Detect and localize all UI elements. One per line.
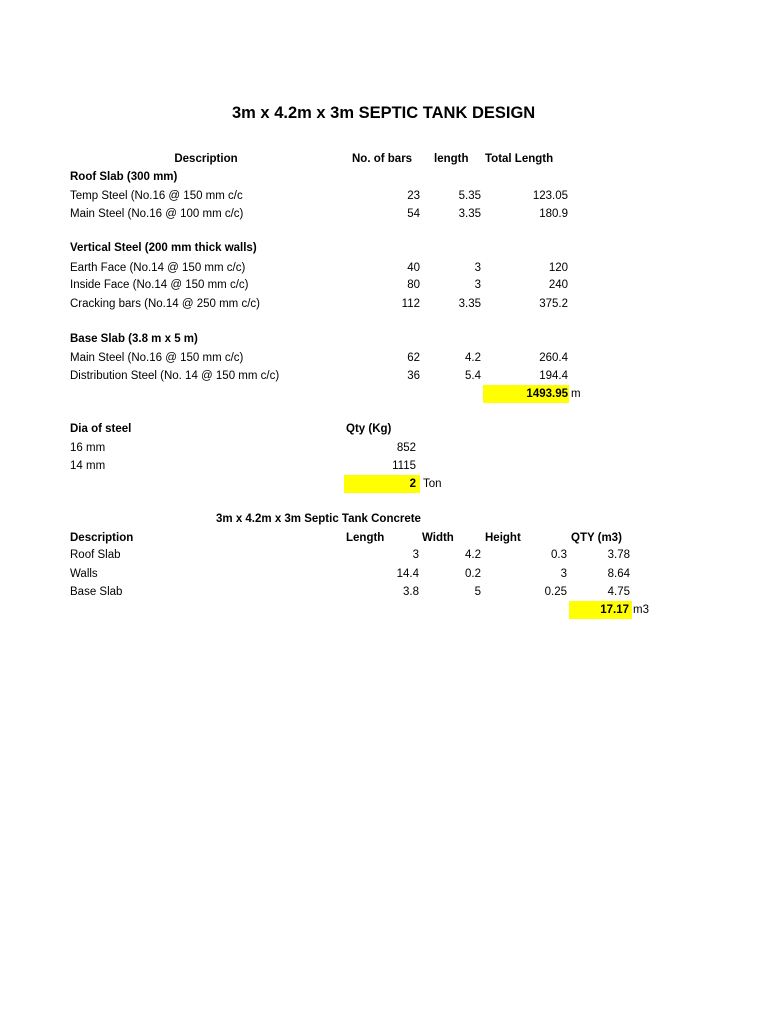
concrete-row-width: 5 (474, 586, 481, 598)
steel-grand-total-unit: m (571, 388, 581, 400)
row-bars: 54 (407, 208, 420, 220)
weight-row-qty: 1115 (392, 460, 416, 472)
concrete-row-height: 0.3 (551, 549, 567, 561)
row-length: 5.35 (458, 190, 481, 202)
row-total: 260.4 (539, 352, 568, 364)
section-title-base-slab: Base Slab (3.8 m x 5 m) (70, 333, 198, 345)
weight-total: 2 (409, 478, 416, 490)
row-length: 3.35 (458, 298, 481, 310)
row-bars: 80 (407, 279, 420, 291)
concrete-row-label: Walls (70, 568, 98, 580)
row-label: Temp Steel (No.16 @ 150 mm c/c (70, 190, 243, 202)
steel-header-description: Description (174, 153, 238, 165)
row-total: 240 (548, 279, 568, 291)
row-bars: 23 (407, 190, 420, 202)
concrete-header-qty: QTY (m3) (571, 532, 622, 544)
row-length: 5.4 (465, 370, 481, 382)
row-total: 180.9 (539, 208, 568, 220)
concrete-row-length: 14.4 (396, 568, 419, 580)
row-label: Cracking bars (No.14 @ 250 mm c/c) (70, 298, 260, 310)
concrete-header-height: Height (485, 532, 521, 544)
concrete-row-qty: 3.78 (607, 549, 630, 561)
row-total: 120 (548, 262, 568, 274)
concrete-row-length: 3 (412, 549, 419, 561)
weight-total-unit: Ton (423, 478, 442, 490)
row-length: 3 (474, 262, 481, 274)
row-length: 4.2 (465, 352, 481, 364)
steel-grand-total: 1493.95 (526, 388, 568, 400)
concrete-header-width: Width (422, 532, 454, 544)
row-label: Main Steel (No.16 @ 100 mm c/c) (70, 208, 244, 220)
row-total: 194.4 (539, 370, 568, 382)
weight-row-qty: 852 (396, 442, 416, 454)
row-total: 123.05 (532, 190, 568, 202)
page-title: 3m x 4.2m x 3m SEPTIC TANK DESIGN (232, 104, 536, 122)
weight-header-dia: Dia of steel (70, 423, 132, 435)
concrete-row-qty: 4.75 (607, 586, 630, 598)
steel-header-total: Total Length (485, 153, 554, 165)
row-label: Main Steel (No.16 @ 150 mm c/c) (70, 352, 244, 364)
weight-row-dia: 14 mm (70, 460, 106, 472)
row-bars: 40 (407, 262, 420, 274)
concrete-row-width: 4.2 (465, 549, 481, 561)
concrete-title: 3m x 4.2m x 3m Septic Tank Concrete (216, 513, 421, 525)
section-title-roof-slab: Roof Slab (300 mm) (70, 171, 178, 183)
concrete-row-height: 0.25 (544, 586, 567, 598)
row-bars: 62 (407, 352, 420, 364)
concrete-row-qty: 8.64 (607, 568, 630, 580)
concrete-row-width: 0.2 (465, 568, 481, 580)
steel-header-length: length (434, 153, 469, 165)
concrete-row-label: Roof Slab (70, 549, 121, 561)
concrete-total: 17.17 (600, 604, 629, 616)
row-length: 3.35 (458, 208, 481, 220)
concrete-header-length: Length (346, 532, 385, 544)
weight-row-dia: 16 mm (70, 442, 106, 454)
row-bars: 112 (401, 298, 420, 310)
concrete-total-unit: m3 (633, 604, 649, 616)
weight-header-qty: Qty (Kg) (346, 423, 392, 435)
concrete-row-height: 3 (560, 568, 567, 580)
row-bars: 36 (407, 370, 420, 382)
row-label: Distribution Steel (No. 14 @ 150 mm c/c) (70, 370, 280, 382)
row-total: 375.2 (539, 298, 568, 310)
row-label: Inside Face (No.14 @ 150 mm c/c) (70, 279, 249, 291)
row-label: Earth Face (No.14 @ 150 mm c/c) (70, 262, 246, 274)
concrete-row-length: 3.8 (403, 586, 419, 598)
section-title-vertical-steel: Vertical Steel (200 mm thick walls) (70, 242, 257, 254)
concrete-row-label: Base Slab (70, 586, 123, 598)
steel-header-bars: No. of bars (352, 153, 413, 165)
concrete-header-description: Description (70, 532, 134, 544)
row-length: 3 (474, 279, 481, 291)
